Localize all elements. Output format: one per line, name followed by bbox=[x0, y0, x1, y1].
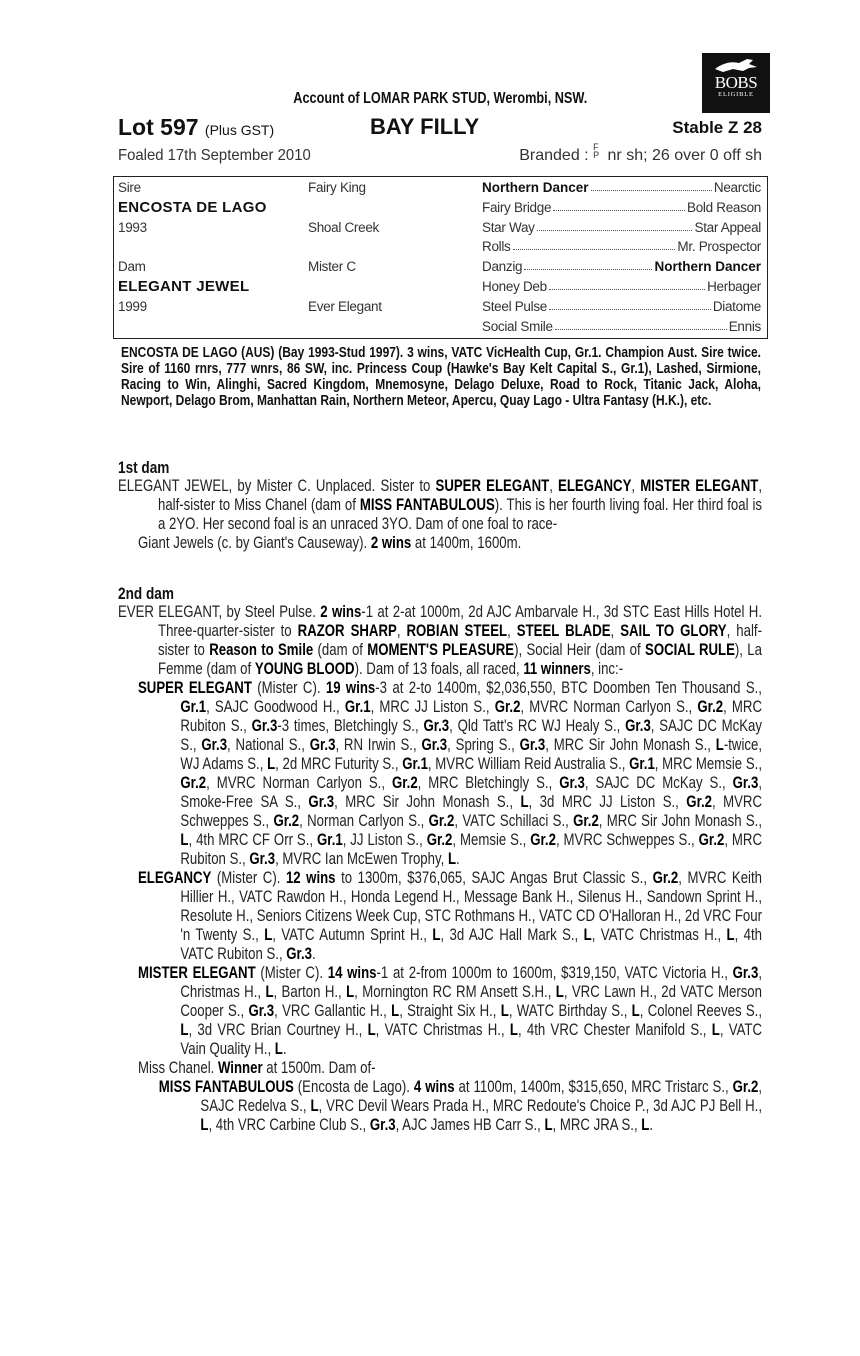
text: , Mornington RC RM Ansett S.H., bbox=[354, 983, 556, 1001]
bold-text: Gr.2 bbox=[686, 793, 712, 811]
section-heading: 1st dam bbox=[118, 458, 170, 477]
pedigree-ancestor-left: Social Smile bbox=[482, 318, 553, 334]
pedigree-ancestor-right: Ennis bbox=[728, 318, 761, 334]
pedigree-ancestor-left: Steel Pulse bbox=[482, 298, 547, 314]
bold-text: L bbox=[346, 983, 355, 1001]
colour-sex: BAY FILLY bbox=[370, 114, 480, 139]
pedigree-ancestor-right: Nearctic bbox=[713, 180, 761, 195]
bold-text: RAZOR SHARP bbox=[297, 622, 397, 640]
text: (Mister C). bbox=[211, 869, 286, 887]
bold-text: SOCIAL RULE bbox=[645, 641, 735, 659]
pedigree-parent: ENCOSTA DE LAGO bbox=[118, 198, 267, 216]
pedigree-great-grandparents bbox=[482, 220, 761, 235]
pedigree-row bbox=[114, 218, 767, 237]
pedigree-paragraph bbox=[118, 477, 762, 534]
pedigree-paragraph bbox=[118, 1078, 762, 1135]
bold-text: Gr.1 bbox=[629, 755, 655, 773]
bold-text: Gr.3 bbox=[559, 774, 585, 792]
pedigree-paragraph bbox=[118, 534, 762, 553]
text: , Colonel Reeves S., bbox=[639, 1002, 762, 1020]
bold-text: L bbox=[641, 1116, 650, 1134]
pedigree-great-grandparents bbox=[482, 259, 761, 274]
text: , 4th VRC Chester Manifold S., bbox=[517, 1021, 712, 1039]
logo-subtitle: ELIGIBLE bbox=[718, 91, 754, 98]
pedigree-great-grandparents bbox=[482, 239, 761, 254]
bold-text: Gr.3 bbox=[309, 736, 336, 754]
bold-text: SAIL TO GLORY bbox=[620, 622, 727, 640]
text: , Qld Tatt's RC WJ Healy S., bbox=[449, 717, 626, 735]
pedigree-ancestor-right: Herbager bbox=[707, 279, 761, 294]
bold-text: Gr.2 bbox=[573, 812, 599, 830]
text: , MRC Sir John Monash S., bbox=[334, 793, 521, 811]
text: EVER ELEGANT, by Steel Pulse. bbox=[118, 603, 321, 621]
text: , 4th MRC CF Orr S., bbox=[188, 831, 318, 849]
dot-leader bbox=[555, 319, 727, 330]
bold-text: Gr.3 bbox=[732, 964, 759, 982]
text: (Mister C). bbox=[255, 964, 328, 982]
text: . bbox=[456, 850, 460, 868]
text: , Smoke-Free SA S., bbox=[180, 774, 762, 811]
pedigree-ancestor-left: Northern Dancer bbox=[482, 180, 589, 195]
bold-text: Gr.2 bbox=[697, 698, 724, 716]
text: , 3d VRC Brian Courtney H., bbox=[188, 1021, 368, 1039]
text: . bbox=[649, 1116, 654, 1134]
bold-text: Gr.3 bbox=[249, 850, 276, 868]
dot-leader bbox=[591, 180, 712, 191]
pedigree-row bbox=[114, 277, 767, 296]
pedigree-ancestor-right: Diatome bbox=[712, 298, 761, 314]
bold-text: Gr.2 bbox=[652, 869, 679, 887]
bold-text: Gr.1 bbox=[317, 831, 343, 849]
vendor-account: Account of LOMAR PARK STUD, Werombi, NSW. bbox=[293, 90, 587, 107]
text: , Spring S., bbox=[447, 736, 520, 754]
text: , MVRC Schweppes S., bbox=[180, 793, 762, 830]
text: ). Dam of 13 foals, all raced, bbox=[354, 660, 524, 678]
text: , Norman Carlyon S., bbox=[299, 812, 429, 830]
bold-text: Gr.2 bbox=[273, 812, 300, 830]
bold-text: MISS FANTABULOUS bbox=[158, 1078, 294, 1096]
pedigree-parent: Sire bbox=[118, 180, 141, 195]
pedigree-ancestor-right: Northern Dancer bbox=[654, 259, 761, 275]
text: , MRC JJ Liston S., bbox=[370, 698, 495, 716]
text: ), La Femme (dam of bbox=[158, 641, 762, 678]
text: , SAJC DC McKay S., bbox=[180, 717, 762, 754]
bold-text: L bbox=[274, 1040, 283, 1058]
bold-text: L bbox=[520, 793, 529, 811]
bold-text: Gr.3 bbox=[423, 717, 450, 735]
bold-text: ELEGANCY bbox=[558, 477, 632, 495]
bold-text: 2 wins bbox=[320, 603, 362, 621]
pedigree-great-grandparents bbox=[482, 299, 761, 314]
text: (Encosta de Lago). bbox=[293, 1078, 414, 1096]
pedigree-paragraph bbox=[118, 869, 762, 964]
text: , 4th VATC Rubiton S., bbox=[180, 926, 763, 963]
branded-info bbox=[519, 142, 762, 165]
pedigree-grandparent: Fairy King bbox=[308, 180, 366, 195]
bold-text: L bbox=[555, 983, 564, 1001]
pedigree-ancestor-left: Danzig bbox=[482, 259, 523, 275]
bold-text: L bbox=[310, 1097, 319, 1115]
bold-text: L bbox=[367, 1021, 376, 1039]
text: -3 times, Bletchingly S., bbox=[277, 717, 424, 735]
bold-text: Gr.2 bbox=[698, 831, 725, 849]
bold-text: Gr.2 bbox=[428, 812, 455, 830]
text: Miss Chanel. bbox=[138, 1059, 218, 1077]
bold-text: Gr.1 bbox=[344, 698, 371, 716]
dot-leader bbox=[549, 279, 705, 290]
text: at 1400m, 1600m. bbox=[411, 534, 522, 552]
bold-text: 19 wins bbox=[325, 679, 376, 697]
branded-label: Branded : bbox=[519, 147, 589, 164]
text: , MVRC William Reid Australia S., bbox=[427, 755, 630, 773]
text: Giant Jewels (c. by Giant's Causeway). bbox=[138, 534, 371, 552]
bold-text: MISTER ELEGANT bbox=[640, 477, 759, 495]
text: , VATC Christmas H., bbox=[591, 926, 727, 944]
pedigree-row bbox=[114, 178, 767, 197]
text: ), Social Heir (dam of bbox=[514, 641, 646, 659]
text: , VRC Gallantic H., bbox=[274, 1002, 392, 1020]
text: , SAJC Goodwood H., bbox=[206, 698, 345, 716]
dot-leader bbox=[524, 259, 652, 270]
pedigree-ancestor-left: Fairy Bridge bbox=[482, 199, 552, 215]
pedigree-parent: 1993 bbox=[118, 219, 147, 235]
text: , 3d MRC JJ Liston S., bbox=[528, 793, 687, 811]
brand-mark: F P bbox=[593, 142, 600, 160]
bold-text: Gr.3 bbox=[251, 717, 278, 735]
dot-leader bbox=[553, 200, 685, 211]
text: at 1500m. Dam of- bbox=[262, 1059, 376, 1077]
bold-text: Gr.3 bbox=[248, 1002, 275, 1020]
text: , MVRC Schweppes S., bbox=[555, 831, 699, 849]
bold-text: L bbox=[180, 831, 189, 849]
text: , VATC Vain Quality H., bbox=[180, 1021, 762, 1058]
bold-text: SUPER ELEGANT bbox=[435, 477, 550, 495]
text: to 1300m, $376,065, SAJC Angas Brut Classic S., bbox=[335, 869, 653, 887]
text: , MRC Rubiton S., bbox=[180, 698, 762, 735]
sire-summary: ENCOSTA DE LAGO (AUS) (Bay 1993-Stud 1997). 3 wins, VATC VicHealth Cup, Gr.1. Champion Aust. Sire twice. Sire of 1160 rnrs, 777 wnrs, 86 SW, inc. Princess Coup (Hawke's Bay Kelt Capital S., Gr.1), Lashed, Sirmione, Racing to Win, Alinghi, Sacred Kingdom, Mnemosyne, Delago Deluxe, Road to Rock, Titanic Jack, Aloha, Newport, Delago Brom, Manhattan Rain, Northern Meteor, Apercu, Quay Lago - Ultra Fantasy (H.K.), etc. bbox=[121, 344, 761, 409]
text: , WATC Birthday S., bbox=[508, 1002, 632, 1020]
bold-text: 11 winners bbox=[523, 660, 591, 678]
text: , 2d MRC Futurity S., bbox=[275, 755, 403, 773]
logo-name: BOBS bbox=[714, 73, 758, 92]
pedigree-row bbox=[114, 198, 767, 217]
text: , RN Irwin S., bbox=[335, 736, 422, 754]
lot-number bbox=[118, 114, 274, 141]
text: , National S., bbox=[227, 736, 310, 754]
text: ELEGANT JEWEL, by Mister C. Unplaced. Sister to bbox=[118, 477, 436, 495]
text: , MVRC Ian McEwen Trophy, bbox=[275, 850, 448, 868]
text: , Straight Six H., bbox=[399, 1002, 501, 1020]
pedigree-ancestor-left: Star Way bbox=[482, 219, 535, 235]
text: , bbox=[631, 477, 641, 495]
dot-leader bbox=[549, 299, 711, 310]
text: -1 at 2-at 1000m, 2d AJC Ambarvale H., 3d STC East Hills Hotel H. Three-quarter-sister to bbox=[158, 603, 762, 640]
text: -3 at 2-to 1400m, $2,036,550, BTC Doomben Ten Thousand S., bbox=[375, 679, 762, 697]
bold-text: L bbox=[711, 1021, 720, 1039]
text: . bbox=[311, 945, 316, 963]
pedigree-paragraph bbox=[118, 964, 762, 1059]
pedigree-ancestor-right: Bold Reason bbox=[686, 199, 761, 215]
text: (Mister C). bbox=[251, 679, 326, 697]
bold-text: 12 wins bbox=[285, 869, 336, 887]
bold-text: Gr.1 bbox=[402, 755, 428, 773]
bold-text: Gr.3 bbox=[308, 793, 335, 811]
bold-text: L bbox=[715, 736, 724, 754]
text: at 1100m, 1400m, $315,650, MRC Tristarc S., bbox=[454, 1078, 733, 1096]
bold-text: Gr.3 bbox=[421, 736, 448, 754]
bold-text: L bbox=[544, 1116, 553, 1134]
text: , VATC Christmas H., bbox=[375, 1021, 510, 1039]
bold-text: 4 wins bbox=[413, 1078, 455, 1096]
bold-text: YOUNG BLOOD bbox=[254, 660, 355, 678]
bold-text: L bbox=[583, 926, 592, 944]
branded-detail: nr sh; 26 over 0 off sh bbox=[607, 147, 762, 164]
pedigree-row bbox=[114, 257, 767, 276]
text: , VRC Devil Wears Prada H., MRC Redoute's Choice P., 3d AJC PJ Bell H., bbox=[318, 1097, 763, 1115]
text: , MRC JRA S., bbox=[552, 1116, 642, 1134]
text: , SAJC Redelva S., bbox=[200, 1078, 762, 1115]
pedigree-paragraph bbox=[118, 679, 762, 869]
bold-text: Gr.3 bbox=[732, 774, 759, 792]
bold-text: L bbox=[509, 1021, 518, 1039]
pedigree-ancestor-right: Star Appeal bbox=[694, 219, 761, 235]
pedigree-ancestor-left: Rolls bbox=[482, 239, 511, 255]
pedigree-ancestor-right: Mr. Prospector bbox=[677, 239, 761, 255]
first-dam-section bbox=[118, 458, 762, 553]
text: , MVRC Norman Carlyon S., bbox=[206, 774, 392, 792]
bold-text: L bbox=[180, 1021, 189, 1039]
pedigree-grandparent: Mister C bbox=[308, 259, 356, 275]
text: , Barton H., bbox=[273, 983, 347, 1001]
bold-text: Gr.2 bbox=[494, 698, 521, 716]
pedigree-parent: ELEGANT JEWEL bbox=[118, 278, 250, 295]
pedigree-table bbox=[113, 176, 768, 339]
dot-leader bbox=[537, 220, 693, 231]
text: , 3d AJC Hall Mark S., bbox=[440, 926, 584, 944]
text: , bbox=[507, 622, 517, 640]
text: , MVRC Norman Carlyon S., bbox=[520, 698, 698, 716]
text: , AJC James HB Carr S., bbox=[395, 1116, 545, 1134]
bold-text: MOMENT'S PLEASURE bbox=[367, 641, 515, 659]
pedigree-great-grandparents bbox=[482, 200, 761, 215]
lot-label: Lot 597 bbox=[118, 114, 199, 140]
foaled-date: Foaled 17th September 2010 bbox=[118, 147, 311, 164]
text: -1 at 2-from 1000m to 1600m, $319,150, VATC Victoria H., bbox=[376, 964, 733, 982]
pedigree-parent: Dam bbox=[118, 259, 146, 275]
bold-text: Reason to Smile bbox=[209, 641, 314, 659]
section-heading: 2nd dam bbox=[118, 584, 174, 603]
bold-text: Winner bbox=[217, 1059, 263, 1077]
bold-text: ELEGANCY bbox=[138, 869, 212, 887]
bold-text: Gr.2 bbox=[530, 831, 556, 849]
bold-text: L bbox=[631, 1002, 640, 1020]
pedigree-great-grandparents bbox=[482, 319, 761, 334]
text: , half-sister to Miss Chanel (dam of bbox=[158, 477, 762, 514]
text: ). This is her fourth living foal. Her third foal is a 2YO. Her second foal is an unraced 3YO. Dam of one foal to race- bbox=[158, 496, 762, 533]
bold-text: L bbox=[264, 926, 273, 944]
pedigree-great-grandparents bbox=[482, 180, 761, 195]
bold-text: Gr.3 bbox=[201, 736, 228, 754]
text: , MRC Memsie S., bbox=[654, 755, 762, 773]
bold-text: STEEL BLADE bbox=[516, 622, 611, 640]
pedigree-paragraph bbox=[118, 603, 762, 679]
text: , 4th VRC Carbine Club S., bbox=[208, 1116, 370, 1134]
text: , VATC Autumn Sprint H., bbox=[272, 926, 433, 944]
gst-note: (Plus GST) bbox=[204, 122, 275, 138]
text: , bbox=[396, 622, 407, 640]
pedigree-row bbox=[114, 297, 767, 316]
dot-leader bbox=[513, 239, 676, 250]
bold-text: L bbox=[267, 755, 276, 773]
text: , MRC Bletchingly S., bbox=[417, 774, 560, 792]
pedigree-grandparent: Shoal Creek bbox=[308, 219, 379, 235]
bold-text: Gr.3 bbox=[519, 736, 546, 754]
bold-text: Gr.2 bbox=[180, 774, 207, 792]
pedigree-great-grandparents bbox=[482, 279, 761, 294]
text: , half-sister to bbox=[158, 622, 762, 659]
text: . bbox=[282, 1040, 287, 1058]
bold-text: 14 wins bbox=[327, 964, 377, 982]
text: , MVRC Keith Hillier H., VATC Rawdon H., Honda Legend H., Message Bank H., Silenus H., Sandown Sprint H., Resolute H., Seniors Citizens Week Cup, STC Rothmans H., VATC CD O'Halloran H., 2d VRC Four 'n Twenty S., bbox=[180, 869, 762, 944]
bold-text: L bbox=[500, 1002, 509, 1020]
bold-text: L bbox=[726, 926, 735, 944]
bold-text: L bbox=[447, 850, 457, 868]
bold-text: MISS FANTABULOUS bbox=[359, 496, 495, 514]
text: , JJ Liston S., bbox=[342, 831, 427, 849]
bold-text: Gr.2 bbox=[391, 774, 418, 792]
text: , MRC Sir John Monash S., bbox=[598, 812, 762, 830]
text: (dam of bbox=[313, 641, 368, 659]
bold-text: Gr.3 bbox=[286, 945, 312, 963]
bold-text: Gr.3 bbox=[369, 1116, 396, 1134]
pedigree-paragraph bbox=[118, 1059, 762, 1078]
bold-text: MISTER ELEGANT bbox=[138, 964, 256, 982]
text: , MRC Rubiton S., bbox=[180, 831, 762, 868]
pedigree-ancestor-left: Honey Deb bbox=[482, 279, 547, 294]
pedigree-grandparent: Ever Elegant bbox=[308, 298, 382, 314]
bold-text: L bbox=[200, 1116, 209, 1134]
bold-text: Gr.3 bbox=[625, 717, 651, 735]
bold-text: L bbox=[265, 983, 274, 1001]
text: , inc:- bbox=[590, 660, 624, 678]
text: -twice, WJ Adams S., bbox=[180, 736, 762, 773]
pedigree-parent: 1999 bbox=[118, 298, 147, 314]
text: , bbox=[549, 477, 559, 495]
text: , SAJC DC McKay S., bbox=[584, 774, 733, 792]
bold-text: Gr.1 bbox=[180, 698, 207, 716]
bold-text: Gr.2 bbox=[426, 831, 453, 849]
bold-text: L bbox=[391, 1002, 400, 1020]
text: , bbox=[610, 622, 621, 640]
second-dam-section bbox=[118, 584, 762, 1135]
pedigree-row bbox=[114, 317, 767, 336]
bold-text: L bbox=[432, 926, 441, 944]
bold-text: Gr.2 bbox=[732, 1078, 759, 1096]
pedigree-row bbox=[114, 237, 767, 256]
text: , Christmas H., bbox=[180, 964, 762, 1001]
bold-text: ROBIAN STEEL bbox=[406, 622, 508, 640]
stable-location: Stable Z 28 bbox=[672, 118, 762, 137]
bold-text: 2 wins bbox=[370, 534, 412, 552]
text: , VATC Schillaci S., bbox=[454, 812, 574, 830]
text: , MRC Sir John Monash S., bbox=[545, 736, 716, 754]
bold-text: SUPER ELEGANT bbox=[138, 679, 252, 697]
text: , Memsie S., bbox=[452, 831, 531, 849]
text: , VRC Lawn H., 2d VATC Merson Cooper S., bbox=[180, 983, 762, 1020]
